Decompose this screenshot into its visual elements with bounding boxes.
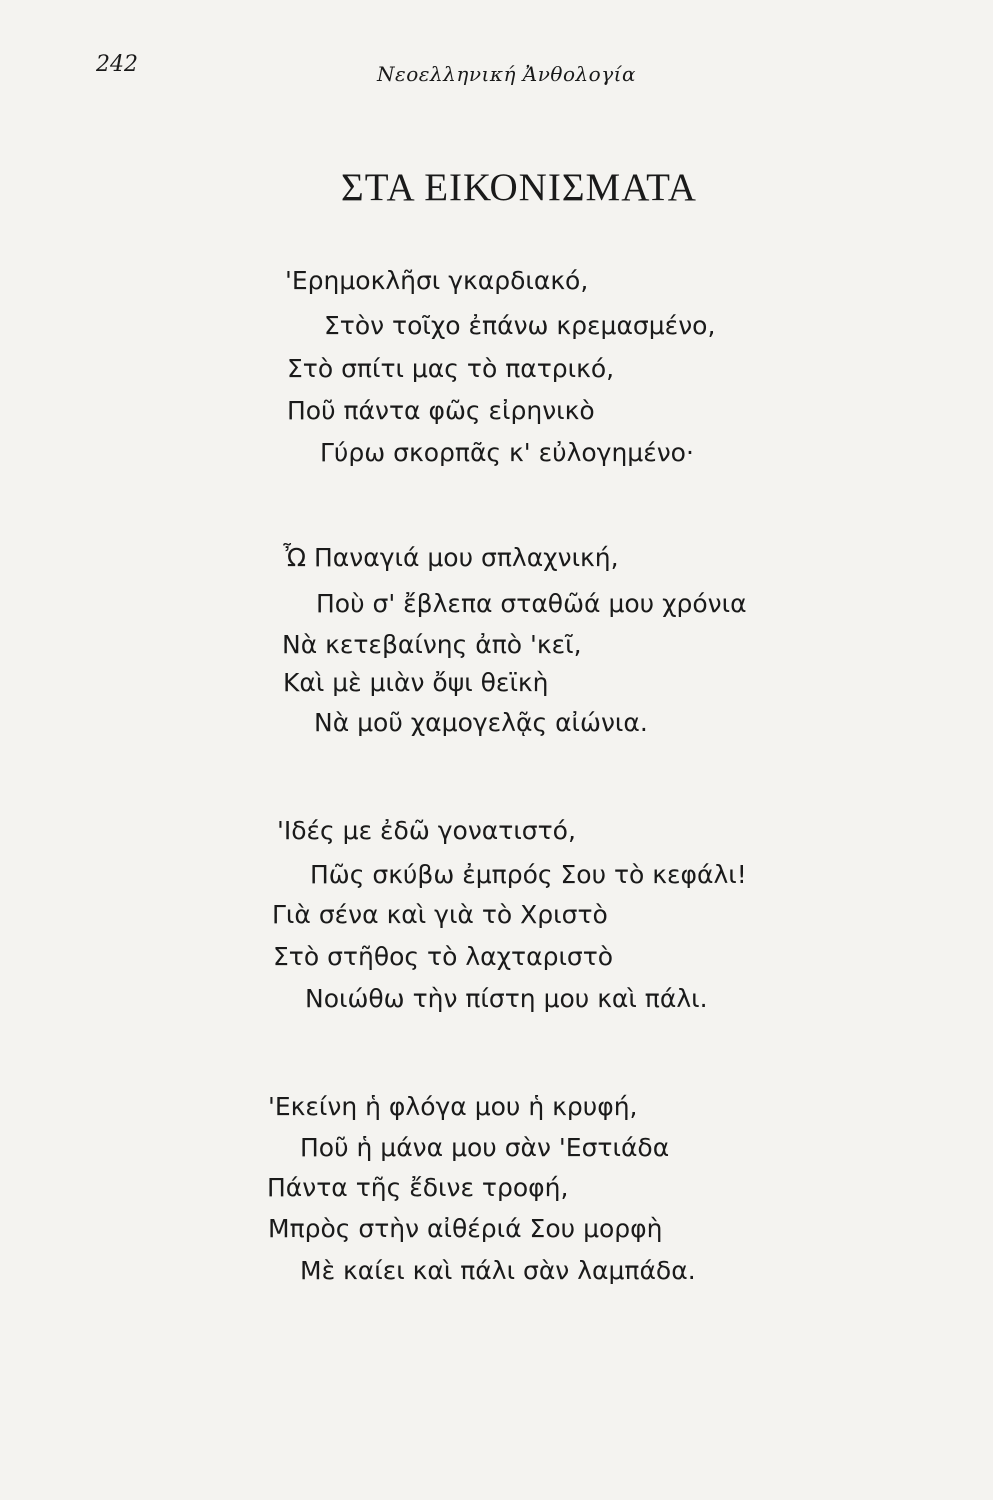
poem-line: 'Ιδές με ἐδῶ γονατιστό, <box>277 816 576 845</box>
poem-line: Μπρὸς στὴν αἰθέριά Σου μορφὴ <box>268 1214 663 1243</box>
poem-line: 'Ερημοκλῆσι γκαρδιακό, <box>285 266 589 295</box>
poem-line: 'Εκείνη ἡ φλόγα μου ἡ κρυφή, <box>268 1092 638 1121</box>
poem-title: ΣΤΑ ΕΙΚΟΝΙΣΜΑΤΑ <box>341 166 697 209</box>
running-head: Νεοελληνική Ἀνθολογία <box>377 62 636 86</box>
poem-line: Ὦ Παναγιά μου σπλαχνική, <box>283 543 619 572</box>
poem-line: Πάντα τῆς ἔδινε τροφή, <box>267 1173 569 1202</box>
page-number: 242 <box>96 52 138 77</box>
poem-line: Νὰ μοῦ χαμογελᾷς αἰώνια. <box>314 708 648 737</box>
poem-line: Μὲ καίει καὶ πάλι σὰν λαμπάδα. <box>300 1256 696 1285</box>
poem-line: Ποὺ σ' ἔβλεπα σταθῶά μου χρόνια <box>316 589 747 618</box>
poem-line: Γύρω σκορπᾶς κ' εὐλογημένο· <box>320 438 694 467</box>
poem-line: Στὸ σπίτι μας τὸ πατρικό, <box>287 354 615 383</box>
poem-line: Καὶ μὲ μιὰν ὄψι θεϊκὴ <box>283 668 549 697</box>
poem-line: Νοιώθω τὴν πίστη μου καὶ πάλι. <box>305 984 708 1013</box>
poem-line: Γιὰ σένα καὶ γιὰ τὸ Χριστὸ <box>272 900 608 929</box>
poem-line: Ποῦ ἡ μάνα μου σὰν 'Εστιάδα <box>300 1133 670 1162</box>
poem-line: Νὰ κετεβαίνης ἀπὸ 'κεῖ, <box>282 630 582 659</box>
poem-line: Στὸ στῆθος τὸ λαχταριστὸ <box>273 942 614 971</box>
poem-line: Στὸν τοῖχο ἐπάνω κρεμασμένο, <box>324 311 716 340</box>
poem-line: Ποῦ πάντα φῶς εἰρηνικὸ <box>287 396 595 425</box>
poem-line: Πῶς σκύβω ἐμπρός Σου τὸ κεφάλι! <box>310 860 747 889</box>
